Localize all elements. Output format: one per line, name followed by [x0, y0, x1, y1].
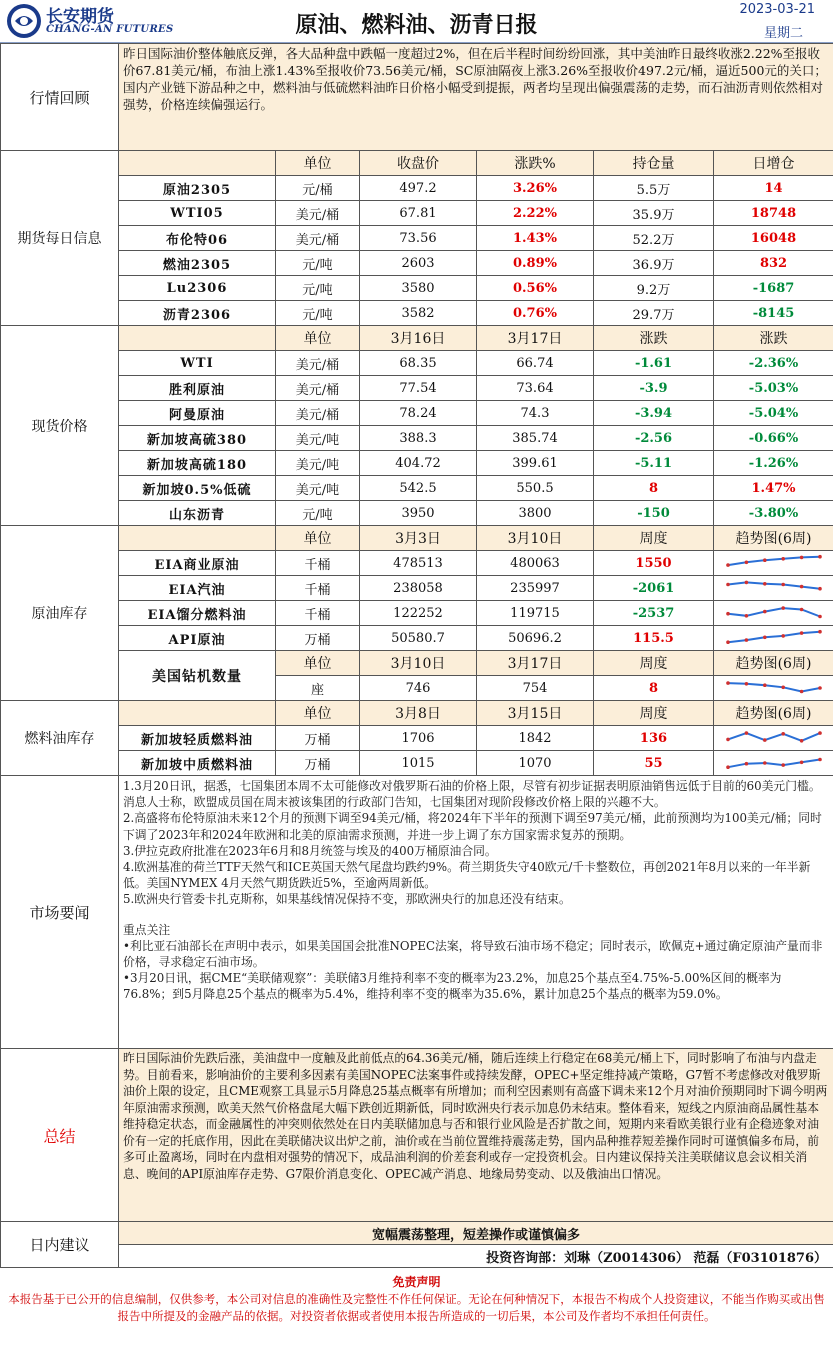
trend-point [726, 563, 730, 567]
trend-line [728, 632, 820, 643]
header-cell-name [119, 701, 276, 726]
section-label-news: 市场要闻 [1, 776, 119, 1049]
value-cell: 754 [477, 676, 594, 701]
trend-cell [714, 676, 833, 701]
value-cell: 50696.2 [477, 626, 594, 651]
change-pct-cell: 3.26% [477, 176, 594, 201]
trend-sparkline [724, 553, 824, 573]
header-cell: 日增仓 [714, 151, 833, 176]
header-cell: 趋势图(6周) [714, 651, 833, 676]
change-cell: -1.61 [594, 351, 714, 376]
advice-row [1, 1222, 833, 1245]
focus-title: 重点关注 [123, 922, 171, 937]
trend-point [744, 731, 748, 735]
news-item: 4.欧洲基准的荷兰TTF天然气和ICE英国天然气尾盘均跌约9%。荷兰期货失守40欧元/千卡整数位，再创2021年8月以来的一年半新低。美国NYMEX 4月天然气期货跌近5%，至逾两周新低。 [123, 860, 811, 891]
open-interest-cell: 36.9万 [594, 251, 714, 276]
unit-cell: 元/吨 [276, 501, 360, 526]
trend-point [781, 686, 785, 690]
table-row [1, 301, 833, 326]
disclaimer [0, 1268, 833, 1325]
trend-line [728, 683, 820, 691]
change-cell: -2.56 [594, 426, 714, 451]
trend-point [781, 763, 785, 767]
section-label: 现货价格 [1, 326, 119, 526]
trend-line [728, 608, 820, 616]
trend-point [744, 614, 748, 618]
open-interest-cell: 5.5万 [594, 176, 714, 201]
price-cell: 66.74 [477, 351, 594, 376]
table-row [1, 376, 833, 401]
change-pct-cell: -3.80% [714, 501, 833, 526]
unit-cell: 万桶 [276, 726, 360, 751]
rig-header-row [1, 651, 833, 676]
instrument-name: API原油 [119, 626, 276, 651]
weekly-change-cell: 136 [594, 726, 714, 751]
brand-name: 长安期货 [46, 7, 114, 27]
trend-sparkline [724, 753, 824, 773]
trend-sparkline [724, 603, 824, 623]
trend-point [799, 739, 803, 743]
trend-cell [714, 576, 833, 601]
table-row [1, 201, 833, 226]
inventory-section [1, 526, 833, 701]
trend-point [763, 738, 767, 742]
table-row [1, 576, 833, 601]
trend-point [726, 612, 730, 616]
header-cell: 3月10日 [360, 651, 477, 676]
price-cell: 550.5 [477, 476, 594, 501]
trend-point [763, 582, 767, 586]
report-weekday: 星期二 [763, 26, 803, 41]
section-label: 燃料油库存 [1, 701, 119, 776]
table-row [1, 251, 833, 276]
instrument-name: 新加坡高硫180 [119, 451, 276, 476]
report-header [0, 0, 833, 43]
header-cell-name [119, 151, 276, 176]
table-header-row [1, 151, 833, 176]
futures-section [1, 151, 833, 326]
table-row [1, 276, 833, 301]
header-cell: 收盘价 [360, 151, 477, 176]
oi-change-cell: 832 [714, 251, 833, 276]
unit-cell: 千桶 [276, 601, 360, 626]
oi-change-cell: 18748 [714, 201, 833, 226]
header-cell: 趋势图(6周) [714, 526, 833, 551]
change-pct-cell: 0.56% [477, 276, 594, 301]
trend-point [781, 557, 785, 561]
open-interest-cell: 9.2万 [594, 276, 714, 301]
news-item: 5.欧洲央行管委卡扎克斯称，如果基线情况保持不变，那欧洲央行的加息还没有结束。 [123, 892, 571, 907]
trend-point [763, 683, 767, 687]
table-row [1, 451, 833, 476]
trend-point [818, 630, 822, 634]
instrument-name: EIA汽油 [119, 576, 276, 601]
weekly-change-cell: 8 [594, 676, 714, 701]
change-pct-cell: -0.66% [714, 426, 833, 451]
trend-point [799, 585, 803, 589]
instrument-name: 沥青2306 [119, 301, 276, 326]
trend-point [799, 631, 803, 635]
trend-point [763, 636, 767, 640]
weekly-change-cell: -2061 [594, 576, 714, 601]
trend-point [818, 758, 822, 762]
value-cell: 1015 [360, 751, 477, 776]
trend-point [781, 634, 785, 638]
report-date: 2023-03-21 [739, 2, 815, 17]
instrument-name: 山东沥青 [119, 501, 276, 526]
header-cell: 趋势图(6周) [714, 701, 833, 726]
oi-change-cell: -1687 [714, 276, 833, 301]
instrument-name: 新加坡轻质燃料油 [119, 726, 276, 751]
trend-cell [714, 726, 833, 751]
section-label: 期货每日信息 [1, 151, 119, 326]
trend-line [728, 582, 820, 588]
fuel-inventory-section [1, 701, 833, 776]
trend-point [818, 731, 822, 735]
change-cell: -150 [594, 501, 714, 526]
trend-line [728, 760, 820, 768]
change-pct-cell: 0.76% [477, 301, 594, 326]
trend-point [744, 762, 748, 766]
spot-section [1, 326, 833, 526]
trend-point [763, 558, 767, 562]
instrument-name: 燃油2305 [119, 251, 276, 276]
change-pct-cell: 1.43% [477, 226, 594, 251]
table-row [1, 601, 833, 626]
trend-point [799, 608, 803, 612]
unit-cell: 元/吨 [276, 301, 360, 326]
trend-point [799, 690, 803, 694]
unit-cell: 美元/桶 [276, 351, 360, 376]
trend-point [726, 765, 730, 769]
instrument-name: EIA馏分燃料油 [119, 601, 276, 626]
oi-change-cell: 14 [714, 176, 833, 201]
value-cell: 50580.7 [360, 626, 477, 651]
open-interest-cell: 52.2万 [594, 226, 714, 251]
news-list [123, 778, 829, 908]
brand-name-en: CHANG-AN FUTURES [46, 24, 174, 35]
table-row [1, 401, 833, 426]
trend-point [744, 682, 748, 686]
value-cell: 478513 [360, 551, 477, 576]
report-table [0, 43, 833, 1268]
instrument-name: 胜利原油 [119, 376, 276, 401]
price-cell: 404.72 [360, 451, 477, 476]
unit-cell: 千桶 [276, 576, 360, 601]
table-row [1, 476, 833, 501]
trend-point [763, 610, 767, 614]
close-cell: 67.81 [360, 201, 477, 226]
focus-list [123, 938, 829, 1003]
trend-point [726, 681, 730, 685]
table-row [1, 351, 833, 376]
table-row [1, 726, 833, 751]
value-cell: 480063 [477, 551, 594, 576]
change-pct-cell: 1.47% [714, 476, 833, 501]
header-cell: 涨跌% [477, 151, 594, 176]
close-cell: 73.56 [360, 226, 477, 251]
instrument-name: 阿曼原油 [119, 401, 276, 426]
table-row [1, 751, 833, 776]
change-pct-cell: -2.36% [714, 351, 833, 376]
trend-sparkline [724, 628, 824, 648]
section-label-review: 行情回顾 [1, 44, 119, 151]
trend-cell [714, 601, 833, 626]
trend-point [763, 761, 767, 765]
rig-count-name: 美国钻机数量 [119, 651, 276, 701]
focus-item: •3月20日讯，据CME“美联储观察”：美联储3月维持利率不变的概率为23.2%，加息25个基点至4.75%-5.00%区间的概率为76.8%；到5月降息25个基点的概率为5.4%，维持利率不变的概率为35.6%，累计加息25个基点的概率为59.0%。 [123, 971, 782, 1002]
header-cell: 周度 [594, 526, 714, 551]
news-item: 3.伊拉克政府批准在2023年6月和8月统签与埃及的400万桶原油合同。 [123, 843, 497, 858]
open-interest-cell: 29.7万 [594, 301, 714, 326]
trend-point [781, 606, 785, 610]
trend-sparkline [724, 728, 824, 748]
header-cell: 周度 [594, 651, 714, 676]
header-cell: 单位 [276, 651, 360, 676]
price-cell: 3800 [477, 501, 594, 526]
close-cell: 3582 [360, 301, 477, 326]
table-row [1, 626, 833, 651]
price-cell: 542.5 [360, 476, 477, 501]
header-cell: 单位 [276, 326, 360, 351]
trend-point [818, 686, 822, 690]
header-cell: 涨跌 [594, 326, 714, 351]
change-pct-cell: -5.04% [714, 401, 833, 426]
header-cell: 3月10日 [477, 526, 594, 551]
value-cell: 746 [360, 676, 477, 701]
open-interest-cell: 35.9万 [594, 201, 714, 226]
table-row [1, 551, 833, 576]
unit-cell: 美元/桶 [276, 201, 360, 226]
value-cell: 235997 [477, 576, 594, 601]
header-cell: 单位 [276, 701, 360, 726]
header-cell: 单位 [276, 526, 360, 551]
close-cell: 497.2 [360, 176, 477, 201]
unit-cell: 美元/桶 [276, 226, 360, 251]
weekly-change-cell: 115.5 [594, 626, 714, 651]
weekly-change-cell: 55 [594, 751, 714, 776]
value-cell: 122252 [360, 601, 477, 626]
header-cell: 单位 [276, 151, 360, 176]
header-cell: 持仓量 [594, 151, 714, 176]
change-pct-cell: -5.03% [714, 376, 833, 401]
unit-cell: 美元/吨 [276, 426, 360, 451]
header-cell: 涨跌 [714, 326, 833, 351]
header-cell: 3月3日 [360, 526, 477, 551]
news-item: 1.3月20日讯，据悉，七国集团本周不太可能修改对俄罗斯石油的价格上限，尽管有初步证据表明原油销售远低于目前的60美元门槛。消息人士称，欧盟成员国在周末被该集团的行政部门告知，七国集团对现阶段修改价格上限的兴趣不大。 [123, 779, 821, 810]
change-pct-cell: 2.22% [477, 201, 594, 226]
change-cell: -3.94 [594, 401, 714, 426]
trend-point [818, 587, 822, 591]
section-label-advice: 日内建议 [1, 1222, 119, 1268]
trend-sparkline [724, 578, 824, 598]
trend-point [726, 640, 730, 644]
header-cell: 3月15日 [477, 701, 594, 726]
table-header-row [1, 326, 833, 351]
trend-point [799, 761, 803, 765]
instrument-name: 新加坡中质燃料油 [119, 751, 276, 776]
trend-cell [714, 751, 833, 776]
unit-cell: 元/吨 [276, 276, 360, 301]
trend-point [744, 581, 748, 585]
change-cell: -5.11 [594, 451, 714, 476]
trend-point [799, 556, 803, 560]
weekly-change-cell: 1550 [594, 551, 714, 576]
trend-sparkline [724, 678, 824, 698]
instrument-name: WTI [119, 351, 276, 376]
unit-cell: 千桶 [276, 551, 360, 576]
table-row [1, 176, 833, 201]
price-cell: 385.74 [477, 426, 594, 451]
instrument-name: 新加坡高硫380 [119, 426, 276, 451]
unit-cell: 万桶 [276, 751, 360, 776]
trend-cell [714, 551, 833, 576]
trend-point [726, 738, 730, 742]
header-cell: 3月16日 [360, 326, 477, 351]
unit-cell: 万桶 [276, 626, 360, 651]
unit-cell: 美元/桶 [276, 376, 360, 401]
summary-text: 昨日国际油价先跌后涨，美油盘中一度触及此前低点的64.36美元/桶，随后连续上行稳定在68美元/桶上下，同时影响了布油与内盘走势。目前看来，影响油价的主要利多因素有美国NOPEC法案事件或持续发酵，OPEC+坚定维持减产策略，G7暂不考虑修改对俄罗斯油价上限的设定，且CME观察工具显示5月降息25基点概率有所增加；而利空因素则有高盛下调未来12个月对油价预期同时下调今明两年原油需求预测，欧美天然气价格盘尾大幅下跌创近期新低，同时欧洲央行表示加息仍未结束。整体看来，短线之内原油商品属性基本维持稳定状态，而金融属性的冲突则依然处在日内美联储加息与否和银行业风险是否扩散之间，短期内来看欧美银行业有企稳迹象对油价有一定的托底作用，因此在美联储决议出炉之前，油价或在当前位置维持震荡走势，国内品种推荐短差操作同时可谨慎偏多布局，前多可止盈离场，同时在内盘相对强势的情况下，成品油利润的价差套利或存一定投资机会。日内建议保持关注美联储议息会议相关消息、晚间的API原油库存走势、G7限价消息变化、OPEC减产消息、地缘局势变动、以及俄油出口情况。 [119, 1049, 833, 1222]
header-cell: 3月17日 [477, 326, 594, 351]
change-cell: 8 [594, 476, 714, 501]
price-cell: 3950 [360, 501, 477, 526]
header-cell: 周度 [594, 701, 714, 726]
unit-cell: 美元/吨 [276, 476, 360, 501]
trend-point [818, 615, 822, 619]
price-cell: 73.64 [477, 376, 594, 401]
instrument-name: EIA商业原油 [119, 551, 276, 576]
close-cell: 3580 [360, 276, 477, 301]
value-cell: 238058 [360, 576, 477, 601]
review-section [1, 44, 833, 151]
oi-change-cell: -8145 [714, 301, 833, 326]
disclaimer-text: 本报告基于已公开的信息编制，仅供参考，本公司对信息的准确性及完整性不作任何保证。无论在何种情况下，本报告不构成个人投资建议，不能当作购买或出售报告中所提及的金融产品的依据。对投资者依据或者使用本报告所造成的一切后果，本公司及作者均不承担任何责任。 [8, 1292, 825, 1323]
unit-cell: 元/桶 [276, 176, 360, 201]
summary-section [1, 1049, 833, 1222]
disclaimer-title: 免责声明 [392, 1275, 441, 1289]
unit-cell: 座 [276, 676, 360, 701]
trend-point [726, 583, 730, 587]
trend-point [744, 638, 748, 642]
news-item: 2.高盛将布伦特原油未来12个月的预测下调至94美元/桶，将2024年下半年的预测下调至97美元/桶，此前预测均为100美元/桶；同时下调了2023年和2024年欧洲和北美的原油需求预测，并进一步上调了东方国家需求复苏的预期。 [123, 811, 822, 842]
value-cell: 1842 [477, 726, 594, 751]
instrument-name: 布伦特06 [119, 226, 276, 251]
trend-line [728, 733, 820, 741]
value-cell: 119715 [477, 601, 594, 626]
weekly-change-cell: -2537 [594, 601, 714, 626]
trend-line [728, 557, 820, 565]
price-cell: 388.3 [360, 426, 477, 451]
news-body [119, 776, 833, 1049]
news-section [1, 776, 833, 1049]
price-cell: 78.24 [360, 401, 477, 426]
unit-cell: 元/吨 [276, 251, 360, 276]
change-pct-cell: -1.26% [714, 451, 833, 476]
table-header-row [1, 526, 833, 551]
instrument-name: Lu2306 [119, 276, 276, 301]
instrument-name: WTI05 [119, 201, 276, 226]
header-cell: 3月17日 [477, 651, 594, 676]
price-cell: 74.3 [477, 401, 594, 426]
trend-point [781, 732, 785, 736]
table-row [1, 501, 833, 526]
section-label-summary: 总结 [1, 1049, 119, 1222]
advisor-text: 投资咨询部：刘琳（Z0014306） 范磊（F03101876） [119, 1245, 833, 1268]
price-cell: 77.54 [360, 376, 477, 401]
section-label: 原油库存 [1, 526, 119, 701]
price-cell: 68.35 [360, 351, 477, 376]
trend-point [744, 561, 748, 565]
review-text: 昨日国际油价整体触底反弹，各大品种盘中跌幅一度超过2%，但在后半程时间纷纷回涨，其中美油昨日最终收涨2.22%至报收价67.81美元/桶，布油上涨1.43%至报收价73.56美元/桶，SC原油隔夜上涨3.26%至报收价497.2元/桶，逼近500元的关口；国内产业链下游品种之中，燃料油与低硫燃料油昨日价格小幅受到提振，两者均呈现出偏强震荡的走势，而石油沥青则依然相对强势，价格连续偏强运行。 [119, 44, 833, 151]
change-cell: -3.9 [594, 376, 714, 401]
value-cell: 1070 [477, 751, 594, 776]
instrument-name: 新加坡0.5%低硫 [119, 476, 276, 501]
table-header-row [1, 701, 833, 726]
trend-cell [714, 626, 833, 651]
unit-cell: 美元/吨 [276, 451, 360, 476]
value-cell: 1706 [360, 726, 477, 751]
instrument-name: 原油2305 [119, 176, 276, 201]
oi-change-cell: 16048 [714, 226, 833, 251]
header-cell: 3月8日 [360, 701, 477, 726]
price-cell: 399.61 [477, 451, 594, 476]
table-row [1, 226, 833, 251]
header-cell-name [119, 526, 276, 551]
change-pct-cell: 0.89% [477, 251, 594, 276]
trend-point [818, 555, 822, 559]
close-cell: 2603 [360, 251, 477, 276]
table-row [1, 426, 833, 451]
advice-text: 宽幅震荡整理，短差操作或谨慎偏多 [119, 1222, 833, 1245]
advisor-row [1, 1245, 833, 1268]
trend-point [781, 583, 785, 587]
header-cell-name [119, 326, 276, 351]
report-title: 原油、燃料油、沥青日报 [295, 12, 538, 38]
unit-cell: 美元/桶 [276, 401, 360, 426]
focus-item: •利比亚石油部长在声明中表示，如果美国国会批准NOPEC法案，将导致石油市场不稳定；同时表示，欧佩克+通过确定原油产量而非价格，寻求稳定石油市场。 [123, 938, 823, 970]
